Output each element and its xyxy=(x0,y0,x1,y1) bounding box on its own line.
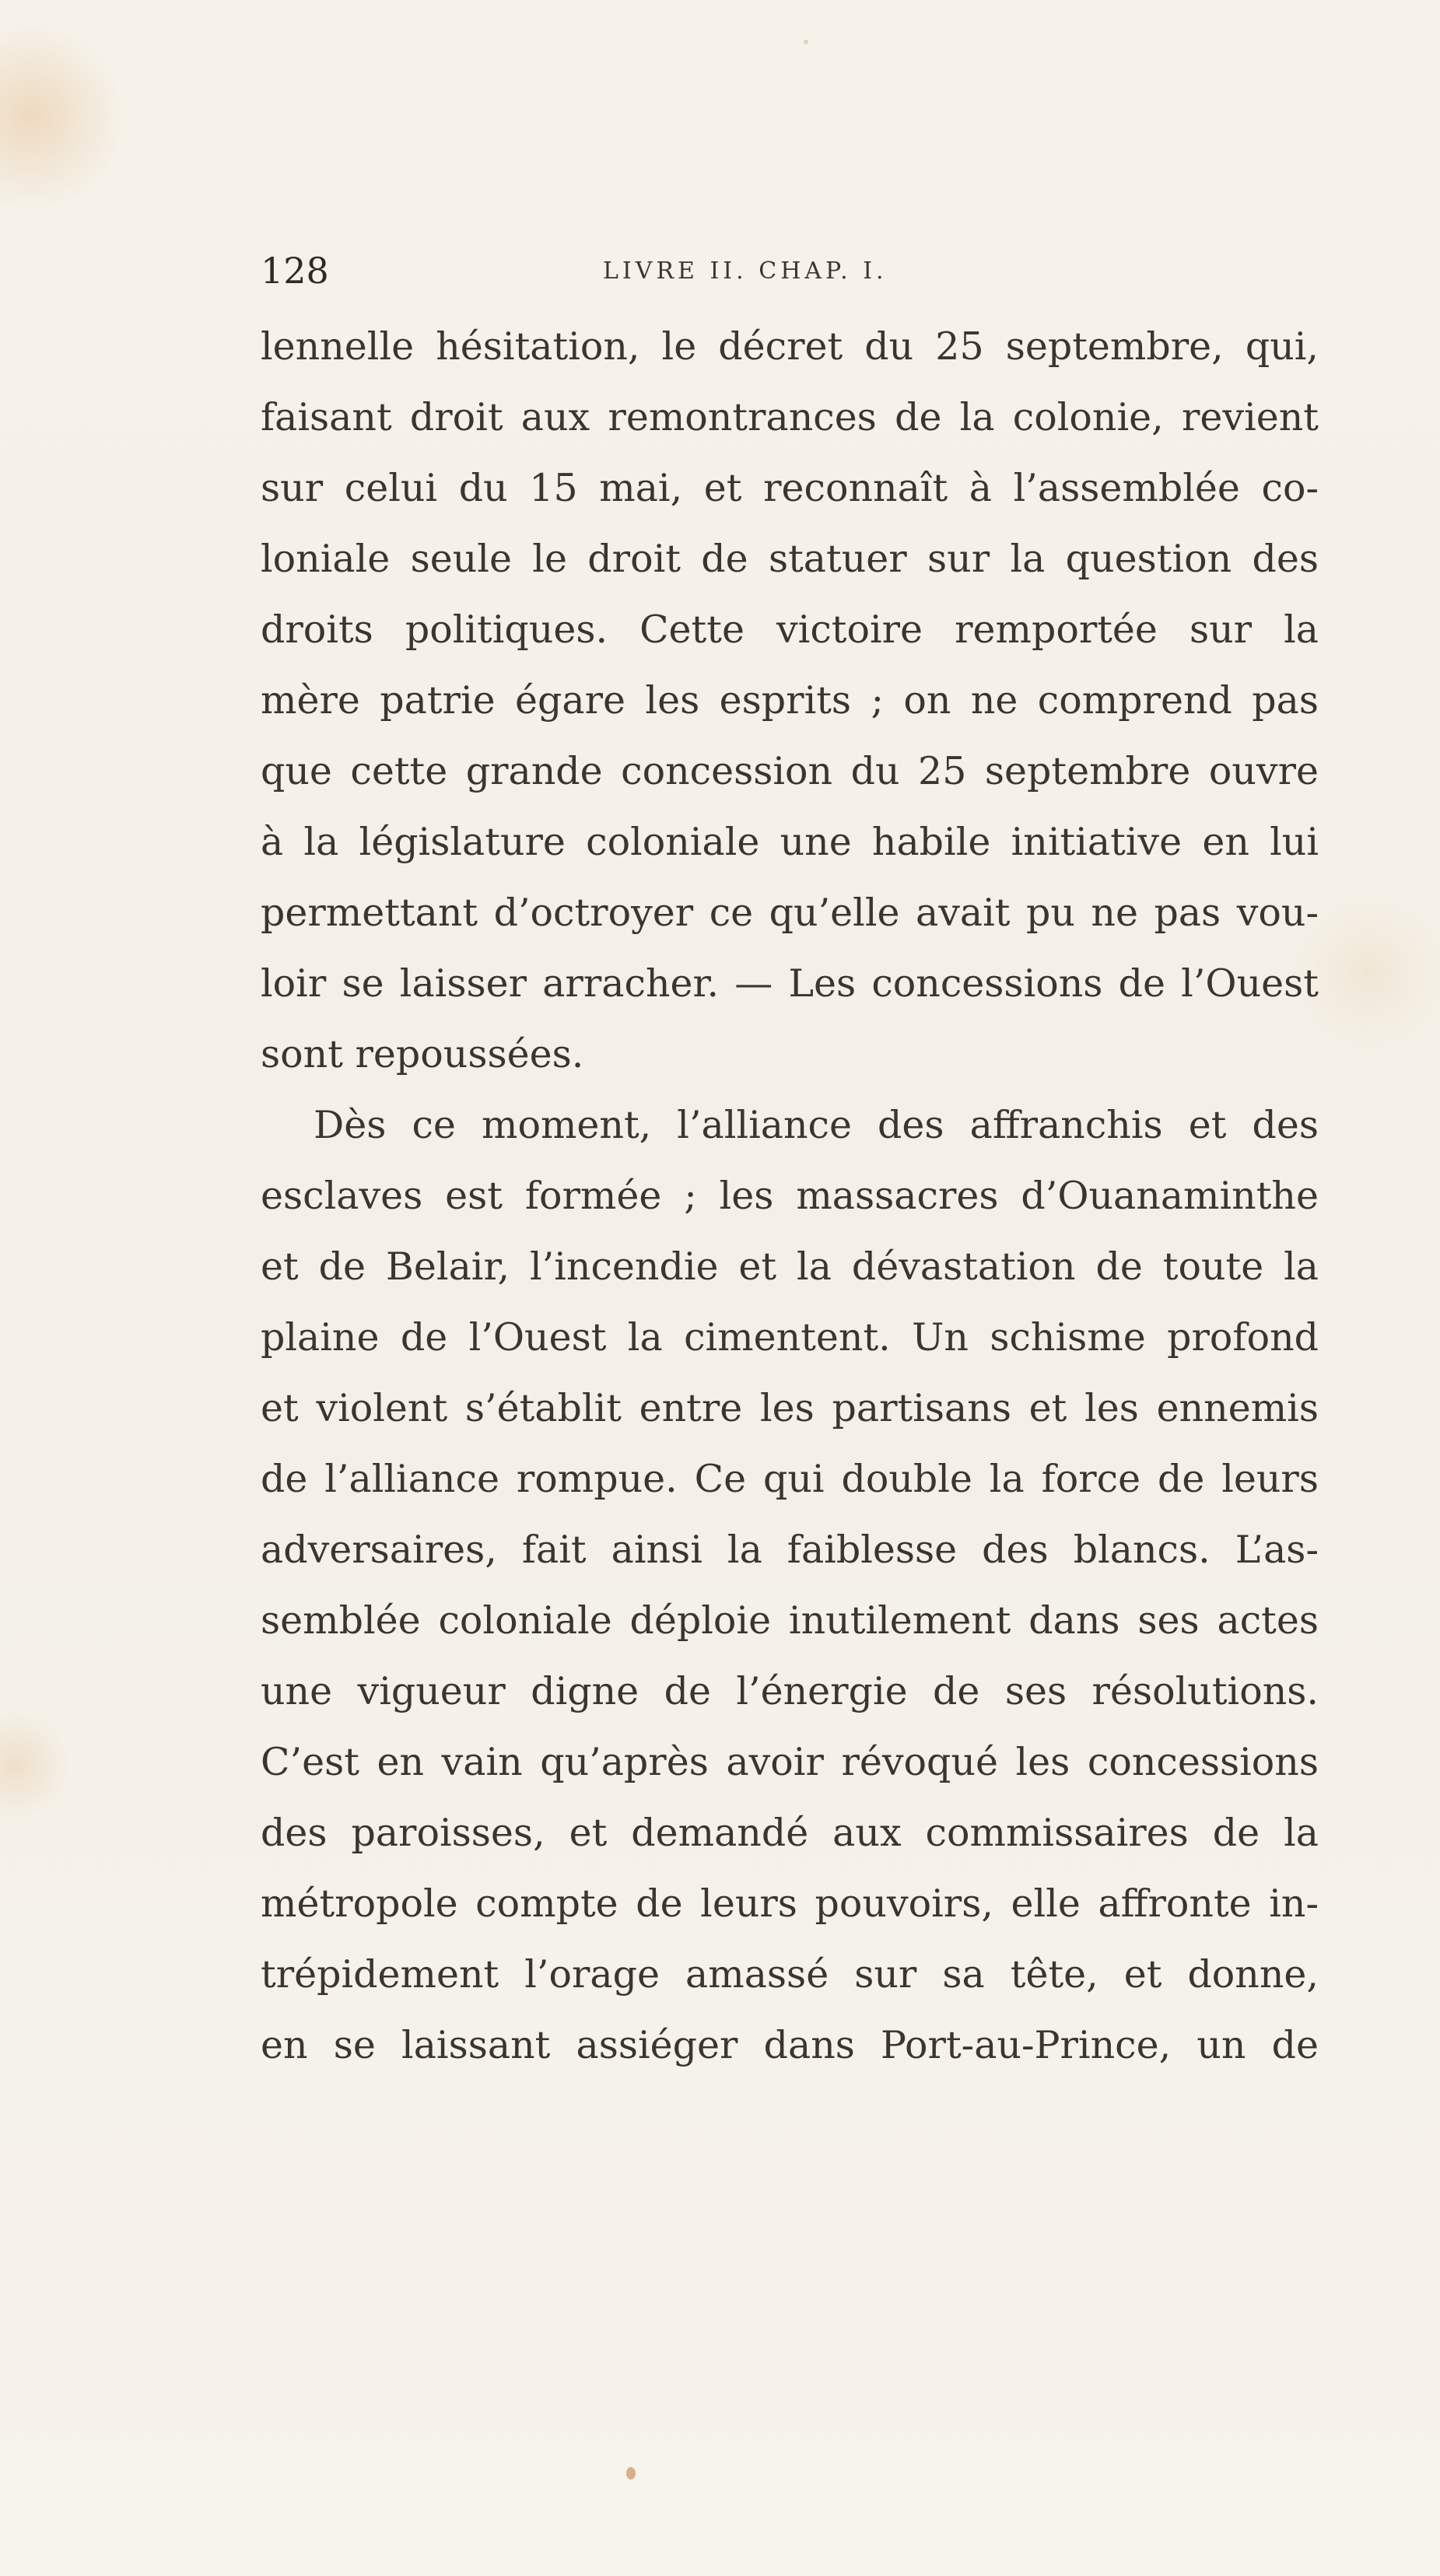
text-line: et violent s’établit entre les partisans et les ennemis xyxy=(261,1386,1319,1430)
text-line: des paroisses, et demandé aux commissaires de la xyxy=(261,1811,1319,1855)
text-line: Dès ce moment, l’alliance des affranchis et des xyxy=(314,1103,1319,1147)
text-line: loir se laisser arracher. — Les concessions de l’Ouest xyxy=(261,961,1319,1006)
text-line: lennelle hésitation, le décret du 25 septembre, qui, xyxy=(261,324,1319,369)
text-line: et de Belair, l’incendie et la dévastation de toute la xyxy=(261,1244,1319,1289)
body-text xyxy=(261,311,1319,2069)
ink-spot xyxy=(804,40,808,44)
text-line: de l’alliance rompue. Ce qui double la force de leurs xyxy=(261,1457,1319,1501)
text-line: métropole compte de leurs pouvoirs, elle affronte in- xyxy=(261,1881,1319,1926)
running-head: LIVRE II. CHAP. I. xyxy=(603,257,888,285)
text-line: une vigueur digne de l’énergie de ses résolutions. xyxy=(261,1669,1319,1713)
text-line: C’est en vain qu’après avoir révoqué les concessions xyxy=(261,1740,1319,1784)
text-line: trépidement l’orage amassé sur sa tête, et donne, xyxy=(261,1952,1319,1997)
page-header xyxy=(261,247,1334,294)
text-line: que cette grande concession du 25 septembre ouvre xyxy=(261,749,1319,793)
ink-spot xyxy=(626,2467,636,2480)
text-line: mère patrie égare les esprits ; on ne comprend pas xyxy=(261,678,1319,723)
text-line: adversaires, fait ainsi la faiblesse des blancs. L’as- xyxy=(261,1528,1319,1572)
text-line: esclaves est formée ; les massacres d’Ouanaminthe xyxy=(261,1174,1319,1218)
text-line: semblée coloniale déploie inutilement dans ses actes xyxy=(261,1598,1319,1643)
text-line: faisant droit aux remontrances de la colonie, revient xyxy=(261,395,1319,439)
text-line: droits politiques. Cette victoire remportée sur la xyxy=(261,607,1319,652)
page-number: 128 xyxy=(261,250,329,292)
text-line: permettant d’octroyer ce qu’elle avait pu ne pas vou- xyxy=(261,891,1319,935)
text-line: en se laissant assiéger dans Port-au-Prince, un de xyxy=(261,2023,1319,2067)
text-line: loniale seule le droit de statuer sur la question des xyxy=(261,537,1319,581)
text-line: plaine de l’Ouest la cimentent. Un schisme profond xyxy=(261,1315,1319,1360)
text-line: sur celui du 15 mai, et reconnaît à l’assemblée co- xyxy=(261,466,1319,510)
text-line: sont repoussées. xyxy=(261,1032,584,1076)
text-line: à la législature coloniale une habile initiative en lui xyxy=(261,820,1319,864)
